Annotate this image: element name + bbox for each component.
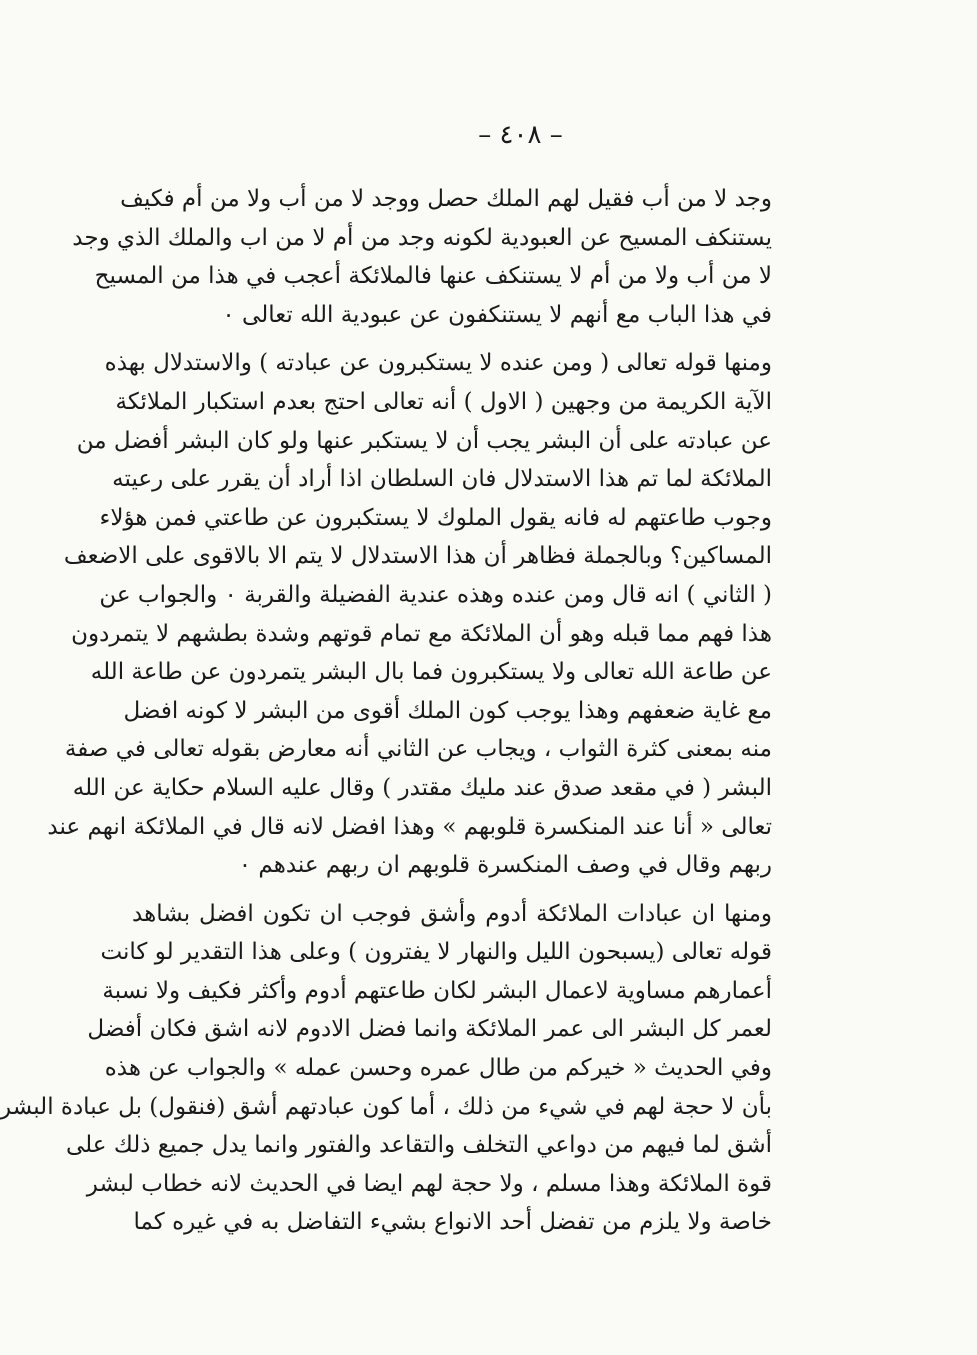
text-line: بأن لا حجة لهم في شيء من ذلك ، أما كون عبادتهم أشق (فنقول) بل عبادة البشر: [0, 1093, 772, 1120]
text-line: لعمر كل البشر الى عمر الملائكة وانما فضل الادوم لانه اشق فكان أفضل: [87, 1016, 772, 1043]
text-line: عن عبادته على أن البشر يجب أن لا يستكبر عنها ولو كان البشر أفضل من: [76, 427, 772, 454]
paragraph: [0, 895, 772, 1242]
text-line: أشق لما فيهم من دواعي التخلف والتقاعد والفتور وانما يدل جميع ذلك على: [66, 1132, 772, 1159]
text-line: عن طاعة الله تعالى ولا يستكبرون فما بال البشر يتمردون عن طاعة الله: [90, 659, 772, 686]
text-line: يستنكف المسيح عن العبودية لكونه وجد من أم لا من اب والملك الذي وجد: [72, 224, 772, 251]
paragraph: [72, 180, 772, 334]
text-line: هذا فهم مما قبله وهو أن الملائكة مع تمام قوتهم وشدة بطشهم لا يتمردون: [71, 620, 772, 647]
text-body: [0, 180, 772, 1252]
text-line: البشر ( في مقعد صدق عند مليك مقتدر ) وقال عليه السلام حكاية عن الله: [72, 774, 772, 801]
text-line: الملائكة لما تم هذا الاستدلال فان السلطان اذا أراد أن يقرر على رعيته: [112, 466, 772, 493]
text-line: مع غاية ضعفهم وهذا يوجب كون الملك أقوى من البشر لا كونه افضل: [123, 697, 772, 724]
text-line: المساكين؟ وبالجملة فظاهر أن هذا الاستدلال لا يتم الا بالاقوى على الاضعف: [63, 543, 772, 570]
text-line: تعالى « أنا عند المنكسرة قلوبهم » وهذا افضل لانه قال في الملائكة انهم عند: [47, 813, 772, 840]
text-line: الآية الكريمة من وجهين ( الاول ) أنه تعالى احتج بعدم استكبار الملائكة: [115, 388, 772, 415]
text-line: منه بمعنى كثرة الثواب ، ويجاب عن الثاني أنه معارض بقوله تعالى في صفة: [64, 736, 772, 763]
page-number: – ٤٠٨ –: [478, 120, 563, 150]
text-line: وجد لا من أب فقيل لهم الملك حصل ووجد لا من أب ولا من أم فكيف: [120, 186, 772, 212]
text-line: في هذا الباب مع أنهم لا يستنكفون عن عبودية الله تعالى ٠: [222, 301, 772, 328]
text-line: لا من أب ولا من أم لا يستنكف عنها فالملائكة أعجب في هذا من المسيح: [94, 263, 772, 290]
text-line: قوة الملائكة وهذا مسلم ، ولا حجة لهم ايضا في الحديث لانه خطاب لبشر: [86, 1170, 772, 1197]
text-line: أعمارهم مساوية لاعمال البشر لكان طاعتهم أدوم وأكثر فكيف ولا نسبة: [102, 977, 772, 1004]
text-line: قوله تعالى (يسبحون الليل والنهار لا يفترون ) وعلى هذا التقدير لو كانت: [100, 939, 772, 966]
text-line: ومنها ان عبادات الملائكة أدوم وأشق فوجب ان تكون افضل بشاهد: [132, 900, 772, 927]
text-line: وفي الحديث « خيركم من طال عمره وحسن عمله » والجواب عن هذه: [104, 1055, 772, 1082]
paragraph: [47, 344, 772, 884]
text-line: خاصة ولا يلزم من تفضل أحد الانواع بشيء التفاضل به في غيره كما: [133, 1209, 772, 1236]
text-line: ومنها قوله تعالى ( ومن عنده لا يستكبرون عن عبادته ) والاستدلال بهذه: [104, 350, 772, 377]
text-line: وجوب طاعتهم له فانه يقول الملوك لا يستكبرون عن طاعتي فمن هؤلاء: [99, 504, 772, 531]
text-line: ( الثاني ) انه قال ومن عنده وهذه عندية الفضيلة والقربة ٠ والجواب عن: [99, 581, 772, 608]
text-line: ربهم وقال في وصف المنكسرة قلوبهم ان ربهم عندهم ٠: [238, 852, 772, 879]
